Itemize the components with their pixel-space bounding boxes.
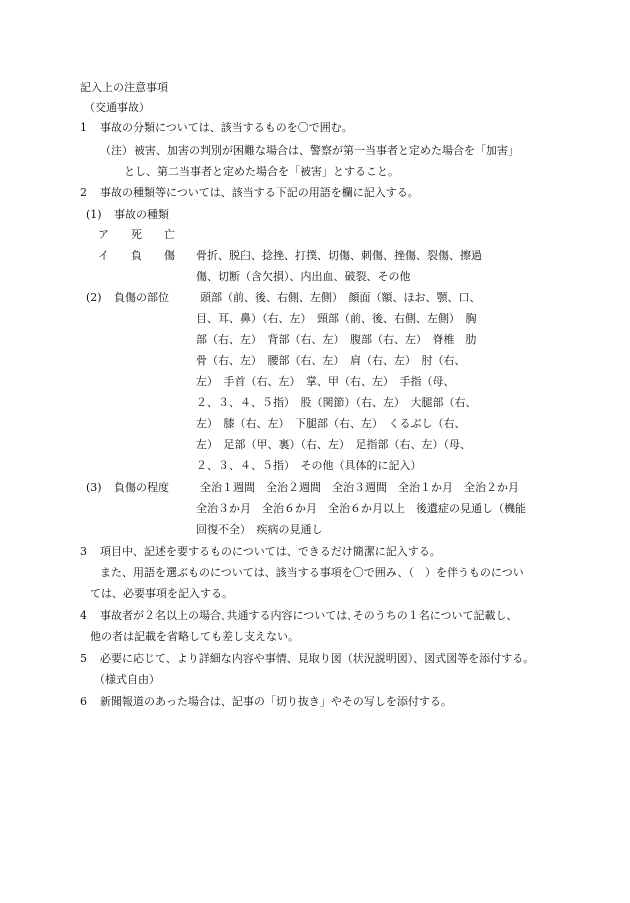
section-6-text: 新聞報道のあった場合は、記事の「切り抜き」やその写しを添付する。: [100, 695, 452, 708]
body-part-line: 部（右、左） 背部（右、左） 腹部（右、左） 脊椎 肋: [196, 333, 477, 346]
body-part-line: 左） 足部（甲、裏）（右、左） 足指部（右、左）（母、: [196, 438, 471, 451]
section-2-number: 2: [80, 186, 87, 199]
section-6-number: 6: [80, 695, 87, 708]
section-5-text: 必要に応じて、より詳細な内容や事情、見取り図（状況説明図）、図式図等を添付する。: [100, 652, 535, 665]
section-3-text: 項目中、記述を要するものについては、できるだけ簡潔に記入する。: [100, 545, 441, 558]
body-part-line: ２、３、４、５指） 股（関節）（右、左） 大腿部（右、: [196, 396, 477, 409]
section-4-continuation: 他の者は記載を省略しても差し支えない。: [90, 630, 299, 643]
section-3-continuation: ては、必要事項を記入する。: [90, 587, 233, 600]
body-part-line: 頭部（前、後、右側、左側） 顔面（額、ほお、顎、口、: [200, 291, 481, 304]
page-title: 記入上の注意事項: [80, 81, 168, 94]
death-label: ア 死 亡: [98, 228, 175, 241]
severity-line: 全治３か月 全治６か月 全治６か月以上 後遺症の見通し（機能: [196, 502, 526, 515]
body-part-line: ２、３、４、５指） その他（具体的に記入）: [196, 459, 422, 472]
section-2-text: 事故の種類等については、該当する下記の用語を欄に記入する。: [100, 186, 419, 199]
body-part-line: 左） 膝（右、左） 下腿部（右、左） くるぶし（右、: [196, 417, 466, 430]
section-1-text: 事故の分類については、該当するものを〇で囲む。: [100, 121, 353, 134]
body-part-line: 骨（右、左） 腰部（右、左） 肩（右、左） 肘（右、: [196, 354, 466, 367]
note-line-2: とし、第二当事者と定めた場合を「被害」とすること。: [124, 165, 399, 178]
section-4-text: 事故者が２名以上の場合､共通する内容については､そのうちの１名について記載し、: [100, 609, 518, 622]
injury-types-line-2: 傷、切断（含欠損）、内出血、破裂、その他: [196, 270, 411, 283]
section-5-number: 5: [80, 652, 87, 665]
section-5-continuation: （様式自由）: [94, 673, 160, 686]
body-part-line: 目、耳、鼻）（右、左） 頸部（前、後、右側、左側） 胸: [196, 312, 477, 325]
severity-line: 回復不全） 疾病の見通し: [196, 523, 323, 536]
section-4-number: 4: [80, 609, 87, 622]
sub-3-number: (3): [86, 481, 102, 494]
section-3-number: 3: [80, 545, 87, 558]
injury-types-line-1: 骨折、脱臼、捻挫、打撲、切傷、刺傷、挫傷、裂傷、擦過: [196, 249, 482, 262]
section-3-continuation: また、用語を選ぶものについては、該当する事項を〇で囲み、（ ）を伴うものについ: [100, 566, 524, 579]
note-line-1: 被害、加害の判別が困難な場合は、警察が第一当事者と定めた場合を「加害」: [134, 144, 519, 157]
sub-2-number: (2): [86, 291, 102, 304]
sub-3-label: 負傷の程度: [114, 481, 169, 494]
note-label: （注）: [100, 144, 133, 157]
injury-label: イ 負 傷: [98, 249, 175, 262]
severity-line: 全治１週間 全治２週間 全治３週間 全治１か月 全治２か月: [200, 481, 519, 494]
sub-1-label: 事故の種類: [114, 208, 169, 221]
body-part-line: 左） 手首（右、左） 掌、甲（右、左） 手指（母、: [196, 375, 455, 388]
page-subtitle: （交通事故）: [84, 101, 150, 114]
sub-2-label: 負傷の部位: [114, 291, 169, 304]
sub-1-number: (1): [86, 208, 102, 221]
section-1-number: 1: [80, 121, 87, 134]
